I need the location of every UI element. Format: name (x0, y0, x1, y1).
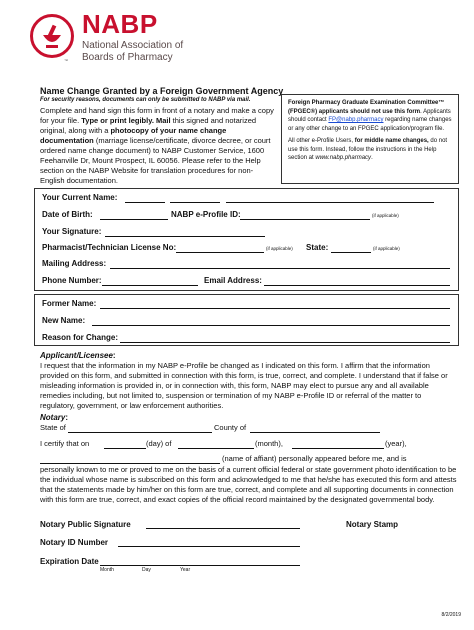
affiant-label: (name of affiant) personally appeared before me, and is (222, 454, 407, 463)
notary-statement: personally known to me or proved to me on the basis of a current official federal or state government photo identification to be the individual whose name is subscribed on this form and acknowledged to me that he/she has executed this form and attests that the statements made by him/her on this form are true, correct, and complete and all supporting documents in connection with this form are true, correct, and exact copies of the official record maintained by the designated governmental body. (40, 465, 457, 504)
fpgec-note-box: Foreign Pharmacy Graduate Examination Committee™ (FPGEC®) applicants should not use this form. Applicants should contact FP@nabp.pharmacy regarding name changes or any other change to an FPGEC application/program file. All other e-Profile Users, for middle name changes, do not use this form. Instead, follow the instructions in the Help section at www.nabp.pharmacy. (281, 94, 459, 184)
expiration-field[interactable] (100, 565, 300, 566)
month-label: (month), (255, 439, 283, 448)
email-field[interactable] (264, 285, 450, 286)
new-name-label: New Name: (42, 316, 86, 325)
mailing-address-field[interactable] (110, 268, 450, 269)
notary-year-field[interactable] (292, 448, 384, 449)
phone-label: Phone Number: (42, 276, 102, 285)
license-if-applicable: (if applicable) (266, 246, 293, 251)
reason-label: Reason for Change: (42, 333, 119, 342)
state-of-label: State of (40, 423, 66, 432)
eprofile-label: NABP e-Profile ID: (171, 210, 241, 219)
state-label: State: (306, 243, 329, 252)
notary-month-field[interactable] (178, 448, 254, 449)
former-name-label: Former Name: (42, 299, 97, 308)
nabp-website-text: www.nabp.pharmacy (315, 155, 372, 161)
nabp-logo-icon (30, 14, 74, 58)
form-subtitle: For security reasons, documents can only be submitted to NABP via mail. (40, 97, 251, 103)
current-name-label: Your Current Name: (42, 193, 118, 202)
former-name-field[interactable] (100, 308, 450, 309)
brand-name: NABP (82, 9, 158, 39)
notary-id-label: Notary ID Number (40, 538, 109, 547)
notary-state-field[interactable] (68, 432, 212, 433)
revision-date: 8/2/2019 (441, 612, 461, 618)
mortar-pestle-icon (37, 21, 67, 51)
reason-field[interactable] (120, 342, 450, 343)
form-instructions: Complete and hand sign this form in front of a notary and make a copy for your file. Type or print legibly. Mail this signed and notarized original, along with a photocopy of your name change documentation (marriage license/certificate, divorce decree, or court ordered name change document) to NABP Customer Service, 1600 Feehanville Dr, Mount Prospect, IL 60056. Please refer to the Help section on the NABP Website for translation procedures for non-English documentation. (40, 106, 274, 185)
year-label: (year), (385, 439, 407, 448)
eprofile-field[interactable] (240, 219, 370, 220)
brand-subtitle: National Association of Boards of Pharmacy (82, 40, 184, 63)
signature-label: Your Signature: (42, 227, 102, 236)
mailing-address-label: Mailing Address: (42, 259, 107, 268)
current-name-last-field[interactable] (226, 202, 434, 203)
notary-id-field[interactable] (118, 546, 300, 547)
phone-field[interactable] (102, 285, 198, 286)
expiration-year-label: Year (180, 567, 191, 573)
new-name-field[interactable] (92, 325, 450, 326)
current-name-first-field[interactable] (125, 202, 165, 203)
county-of-label: County of (214, 423, 247, 432)
notary-heading: Notary: (40, 413, 69, 422)
dob-label: Date of Birth: (42, 210, 93, 219)
state-field[interactable] (331, 252, 371, 253)
certify-on-label: I certify that on (40, 439, 90, 448)
day-of-label: (day) of (146, 439, 172, 448)
trademark: ™ (64, 58, 68, 63)
expiration-month-label: Month (100, 567, 114, 573)
current-name-middle-field[interactable] (170, 202, 220, 203)
affiant-name-field[interactable] (40, 463, 220, 464)
signature-field[interactable] (105, 236, 265, 237)
eprofile-if-applicable: (if applicable) (372, 213, 399, 218)
notary-signature-field[interactable] (146, 528, 300, 529)
notary-day-field[interactable] (104, 448, 146, 449)
expiration-day-label: Day (142, 567, 151, 573)
state-if-applicable: (if applicable) (373, 246, 400, 251)
dob-field[interactable] (100, 219, 168, 220)
license-field[interactable] (176, 252, 264, 253)
notary-signature-label: Notary Public Signature (40, 520, 131, 529)
notary-stamp-label: Notary Stamp (346, 520, 399, 529)
expiration-label: Expiration Date (40, 557, 99, 566)
notary-county-field[interactable] (250, 432, 380, 433)
applicant-statement: I request that the information in my NABP e-Profile be changed as I indicated on this form. I affirm that the information provided on this form, and submitted in connection with this form, is true, correct, and complete. I understand that if false or misleading information is provided in, or in connection with, this form, NABP may elect to pursue any and all available remedies including, but not limited to, suspension or termination of my NABP e-Profile ID or referral of the matter to regulatory, government, or law enforcement authorities. (40, 361, 448, 410)
fpgec-email-link[interactable]: FP@nabp.pharmacy (328, 117, 384, 123)
applicant-heading: Applicant/Licensee: (40, 351, 116, 360)
license-label: Pharmacist/Technician License No: (42, 243, 177, 252)
email-label: Email Address: (204, 276, 262, 285)
form-title: Name Change Granted by a Foreign Government Agency (40, 86, 284, 96)
